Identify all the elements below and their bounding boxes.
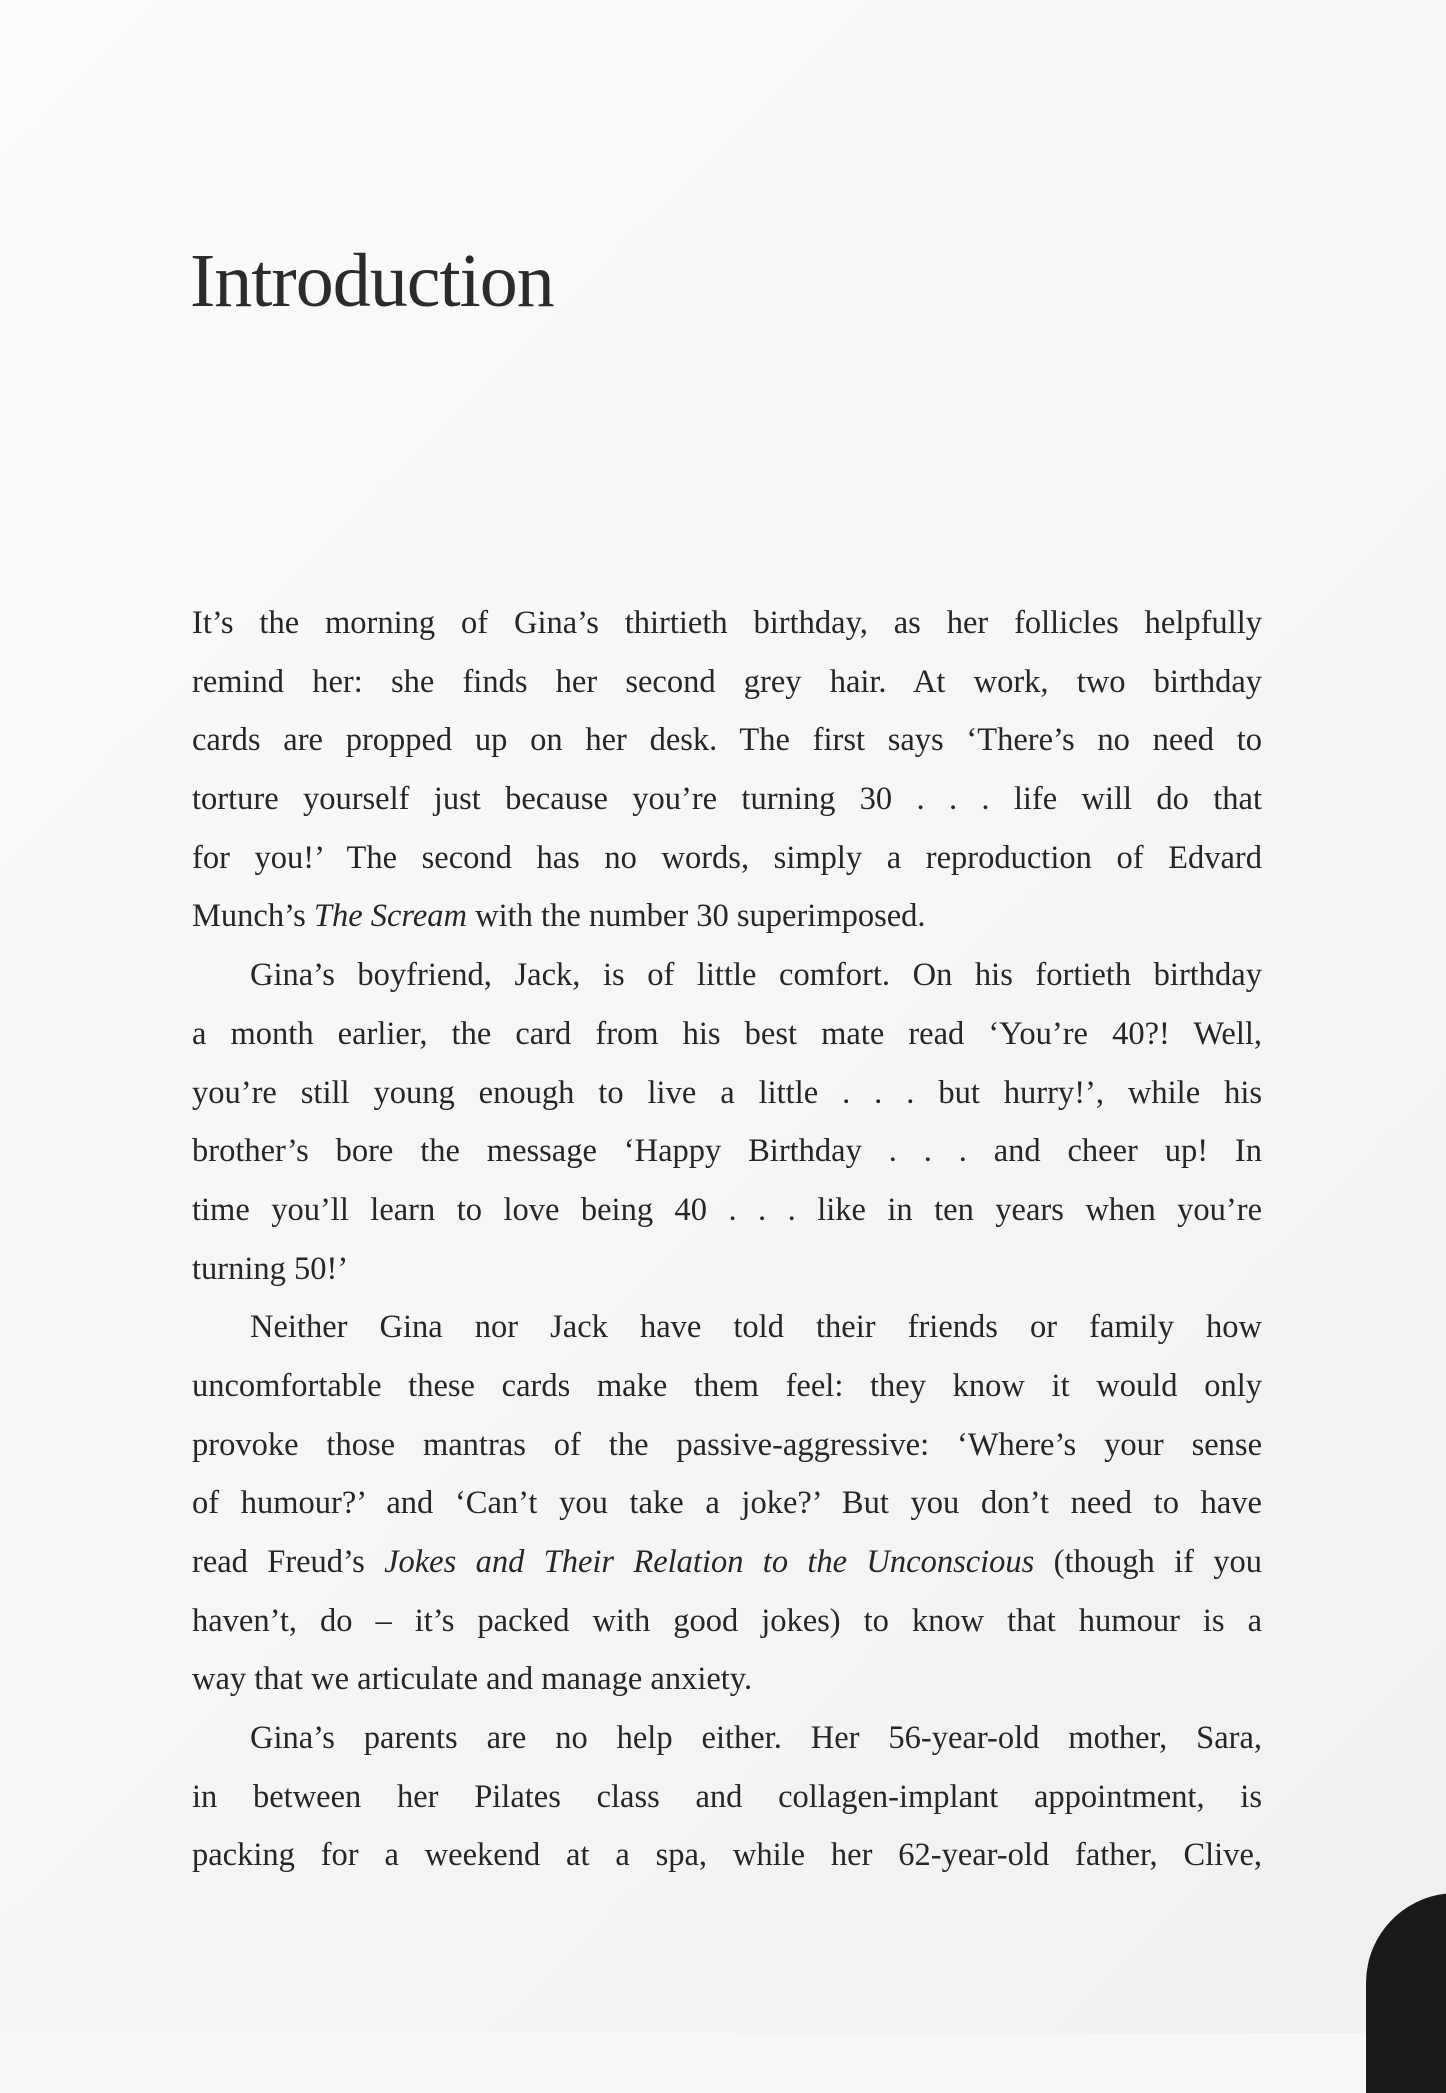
text-line-content: in between her Pilates class and collagen-implant appointment, is [192, 1778, 1262, 1815]
text-line-content: Gina’s boyfriend, Jack, is of little comfort. On his fortieth birthday [250, 957, 1262, 994]
text-line [192, 1005, 1262, 1064]
text-line [192, 770, 1262, 829]
chapter-title: Introduction [190, 239, 554, 323]
text-line-content: of humour?’ and ‘Can’t you take a joke?’ But you don’t need to have [192, 1485, 1262, 1522]
text-line [192, 653, 1262, 712]
text-line [192, 1240, 1262, 1299]
italic-title: Jokes and Their Relation to the Unconscious [384, 1544, 1035, 1580]
text-line [192, 1592, 1262, 1651]
text-line-content: for you!’ The second has no words, simply a reproduction of Edvard [192, 839, 1262, 876]
text-line [192, 1709, 1262, 1768]
text-line-content: haven’t, do – it’s packed with good jokes) to know that humour is a [192, 1602, 1262, 1639]
text-line-content: a month earlier, the card from his best mate read ‘You’re 40?! Well, [192, 1015, 1262, 1052]
text-line-content: (though if you [1053, 1544, 1262, 1580]
text-line [192, 946, 1262, 1005]
text-line [192, 1826, 1262, 1885]
text-line [192, 1357, 1262, 1416]
text-line [192, 1474, 1262, 1533]
text-line [192, 594, 1262, 653]
text-line-content: cards are propped up on her desk. The first says ‘There’s no need to [192, 722, 1262, 759]
text-line [192, 887, 1262, 946]
text-line-content: brother’s bore the message ‘Happy Birthday . . . and cheer up! In [192, 1133, 1262, 1170]
text-line [192, 1122, 1262, 1181]
text-line-content: Munch’s [192, 898, 306, 935]
text-line [192, 711, 1262, 770]
text-line-content: It’s the morning of Gina’s thirtieth birthday, as her follicles helpfully [192, 605, 1262, 641]
text-line-content: packing for a weekend at a spa, while her 62-year-old father, Clive, [192, 1837, 1262, 1874]
text-line [192, 1533, 1262, 1592]
text-line-content: provoke those mantras of the passive-aggressive: ‘Where’s your sense [192, 1426, 1262, 1463]
text-line [192, 1064, 1262, 1123]
text-line [192, 1416, 1262, 1475]
italic-title: The Scream [313, 898, 468, 935]
text-line-content: you’re still young enough to live a little . . . but hurry!’, while his [192, 1074, 1262, 1111]
text-line-content: Gina’s parents are no help either. Her 56-year-old mother, Sara, [250, 1720, 1262, 1757]
text-line-content: turning 50!’ [192, 1250, 349, 1287]
text-line [192, 1650, 1262, 1709]
scan-edge-shadow [1366, 1893, 1446, 2093]
text-line-content: way that we articulate and manage anxiety. [192, 1661, 753, 1698]
text-line [192, 1768, 1262, 1827]
text-line-content: remind her: she finds her second grey hair. At work, two birthday [192, 663, 1262, 700]
text-line-content: uncomfortable these cards make them feel: they know it would only [192, 1367, 1262, 1404]
text-line-content: torture yourself just because you’re turning 30 . . . life will do that [192, 781, 1262, 818]
text-line-content: Neither Gina nor Jack have told their friends or family how [250, 1309, 1262, 1346]
text-line [192, 829, 1262, 888]
text-line-content: read Freud’s [192, 1544, 365, 1580]
text-line-content: time you’ll learn to love being 40 . . . like in ten years when you’re [192, 1191, 1262, 1228]
body-text [192, 594, 1262, 1885]
text-line-content: with the number 30 superimposed. [475, 898, 926, 935]
text-line [192, 1181, 1262, 1240]
text-line [192, 1298, 1262, 1357]
